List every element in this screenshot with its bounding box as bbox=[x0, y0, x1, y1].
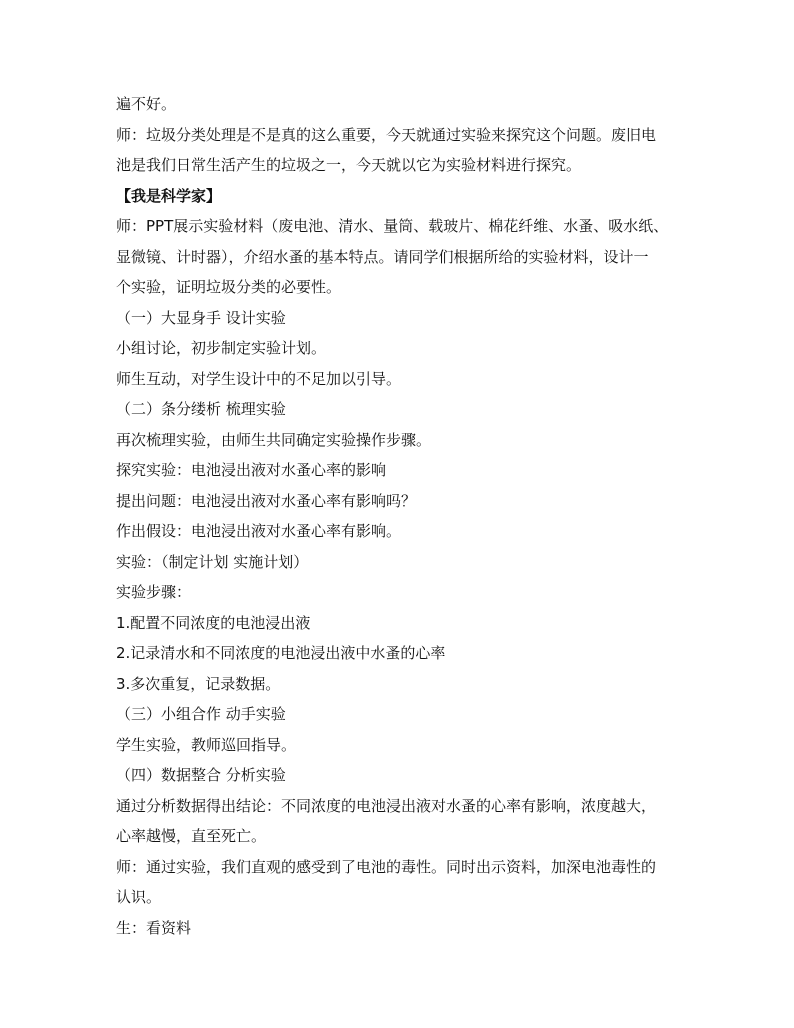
list-item: 2.记录清水和不同浓度的电池浸出液中水蚤的心率 bbox=[116, 644, 446, 662]
subsection-heading: （一）大显身手 设计实验 bbox=[116, 308, 286, 327]
text-line: 实验：（制定计划 实施计划） bbox=[116, 552, 309, 571]
text-line: 实验步骤： bbox=[116, 583, 192, 601]
text-line: 提出问题：电池浸出液对水蚤心率有影响吗？ bbox=[116, 491, 417, 510]
text-line: 认识。 bbox=[116, 888, 162, 906]
subsection-heading: （四）数据整合 分析实验 bbox=[116, 766, 286, 784]
text-line: 学生实验，教师巡回指导。 bbox=[116, 735, 297, 754]
text-line: 个实验，证明垃圾分类的必要性。 bbox=[116, 278, 342, 296]
text-line: 师生互动，对学生设计中的不足加以引导。 bbox=[116, 369, 402, 388]
text-line: 心率越慢，直至死亡。 bbox=[116, 827, 267, 845]
text-line: 池是我们日常生活产生的垃圾之一，今天就以它为实验材料进行探究。 bbox=[116, 156, 582, 174]
subsection-heading: （二）条分缕析 梳理实验 bbox=[116, 400, 286, 418]
list-item: 1.配置不同浓度的电池浸出液 bbox=[116, 613, 311, 632]
text-line: 小组讨论，初步制定实验计划。 bbox=[116, 339, 327, 357]
text-line: 师：PPT展示实验材料（废电池、清水、量筒、载玻片、棉花纤维、水蚤、吸水纸、 bbox=[116, 217, 669, 235]
text-line: 遍不好。 bbox=[116, 95, 177, 113]
document-page bbox=[116, 89, 696, 943]
subsection-heading: （三）小组合作 动手实验 bbox=[116, 705, 286, 723]
text-line: 探究实验：电池浸出液对水蚤心率的影响 bbox=[116, 461, 387, 479]
text-line: 作出假设：电池浸出液对水蚤心率有影响。 bbox=[116, 522, 402, 540]
text-line: 生：看资料 bbox=[116, 918, 192, 937]
section-heading: 【我是科学家】 bbox=[116, 186, 222, 205]
text-line: 师：垃圾分类处理是不是真的这么重要，今天就通过实验来探究这个问题。废旧电 bbox=[116, 125, 657, 144]
text-line: 再次梳理实验，由师生共同确定实验操作步骤。 bbox=[116, 430, 432, 449]
text-line: 通过分析数据得出结论：不同浓度的电池浸出液对水蚤的心率有影响，浓度越大， bbox=[116, 796, 657, 815]
text-line: 师：通过实验，我们直观的感受到了电池的毒性。同时出示资料，加深电池毒性的 bbox=[116, 857, 657, 876]
text-line: 显微镜、计时器），介绍水蚤的基本特点。请同学们根据所给的实验材料，设计一 bbox=[116, 247, 649, 266]
list-item: 3.多次重复，记录数据。 bbox=[116, 674, 281, 693]
